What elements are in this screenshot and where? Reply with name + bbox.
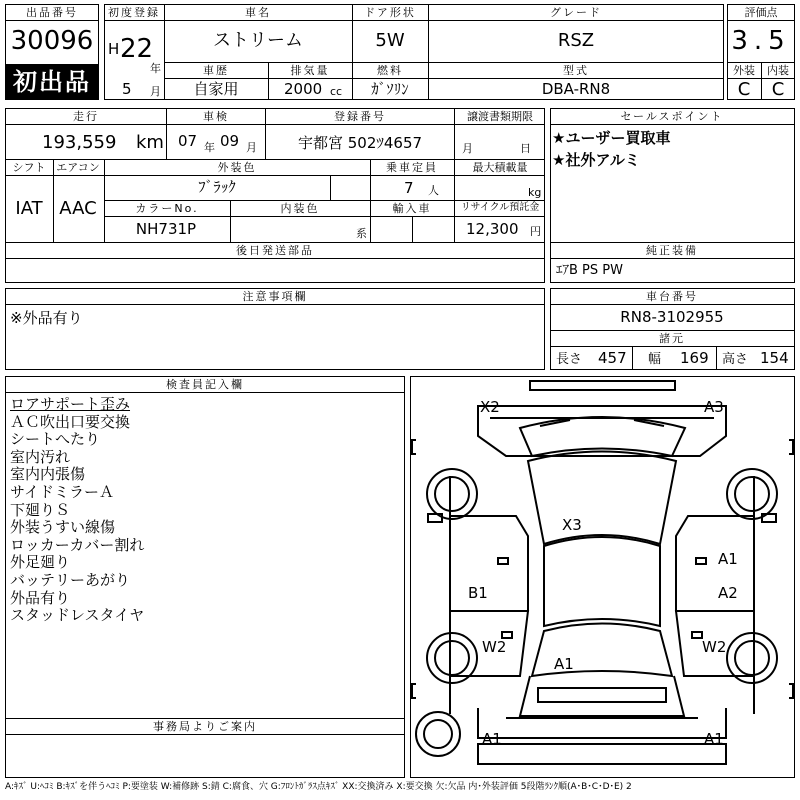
transfer-month: 月	[462, 142, 473, 155]
inspector-line: 外品有り	[10, 588, 71, 607]
air-conditioner: AAC	[59, 198, 97, 219]
color-no-label: カラーNo.	[135, 202, 199, 215]
caution-text: ※外品有り	[10, 309, 83, 327]
reg-number-label: 登録番号	[334, 110, 386, 123]
office-label: 事務局よりご案内	[153, 720, 257, 733]
int-grade: C	[771, 79, 785, 100]
mark-a1-right: A1	[718, 550, 738, 568]
equipment: ｴｱB PS PW	[556, 263, 623, 278]
sales-point-1: ★ユーザー買取車	[552, 129, 671, 147]
inspection-year-unit: 年	[204, 141, 215, 154]
year-unit: 年	[150, 62, 161, 75]
inspector-line: バッテリーあがり	[10, 570, 131, 589]
exterior-color: ﾌﾞﾗｯｸ	[198, 178, 236, 196]
mark-x2: X2	[480, 398, 500, 416]
mark-b1: B1	[468, 584, 488, 602]
width-label: 幅	[648, 352, 662, 367]
model-code: DBA-RN8	[541, 80, 611, 98]
mileage-label: 走行	[73, 110, 99, 123]
seats-label: 乗車定員	[386, 161, 438, 174]
inspector-line: ＡＣ吹出口要交換	[10, 412, 131, 431]
mark-w2-left: W2	[482, 638, 507, 656]
inspector-line: ロアサポート歪み	[10, 395, 131, 413]
inspector-line: 外足廻り	[10, 553, 71, 572]
import-label: 輸入車	[392, 202, 432, 215]
mileage: 193,559	[42, 132, 117, 153]
inspection-year: 07	[178, 132, 198, 150]
sales-label: セールスポイント	[620, 110, 724, 123]
inspector-notes	[10, 396, 144, 625]
int-label: 内装	[767, 64, 789, 77]
dims-label: 諸元	[659, 332, 685, 345]
inspector-label: 検査員記入欄	[166, 378, 244, 391]
mileage-unit: km	[136, 132, 164, 153]
era: H	[108, 40, 120, 58]
car-name-label: 車名	[245, 6, 271, 19]
recycle-unit: 円	[530, 225, 541, 238]
reg-year: 22	[120, 34, 154, 64]
grade-label: グレード	[550, 6, 602, 19]
caution-label: 注意事項欄	[242, 290, 308, 303]
length-label: 長さ	[556, 352, 583, 367]
ac-label: エアコン	[56, 161, 100, 174]
height-label: 高さ	[722, 352, 749, 367]
door-type: 5W	[375, 30, 405, 51]
lot-number: 30096	[10, 26, 94, 56]
first-listing-badge: 初出品	[5, 64, 99, 100]
displacement-unit: cc	[330, 85, 343, 98]
grade: RSZ	[557, 30, 595, 51]
chassis-label: 車台番号	[646, 290, 698, 303]
reg-number: 宇都宮 502ﾂ4657	[297, 134, 423, 152]
inspector-line: スタッドレスタイヤ	[10, 606, 145, 625]
mark-a1-center: A1	[554, 655, 574, 673]
inspector-line: シートへたり	[10, 430, 101, 449]
inspection-month-unit: 月	[246, 141, 257, 154]
mark-a1-bottom-right: A1	[704, 730, 724, 748]
mark-a2: A2	[718, 584, 738, 602]
inspector-line: 室内内張傷	[10, 465, 86, 484]
history-label: 車歴	[203, 64, 229, 77]
score: 3.5	[731, 26, 791, 56]
inspection-label: 車検	[203, 110, 229, 123]
inspector-line: サイドミラーＡ	[10, 482, 114, 501]
fuel: ｶﾞｿﾘﾝ	[371, 80, 409, 98]
inspector-line: ロッカーカバー割れ	[10, 535, 145, 554]
mark-a3: A3	[704, 398, 724, 416]
recycle-fee: 12,300	[466, 220, 519, 238]
model-label: 型式	[563, 64, 589, 77]
ext-label: 外装	[733, 64, 755, 77]
lot-label: 出品番号	[26, 6, 78, 19]
color-label: 外装色	[217, 161, 257, 174]
width: 169	[680, 349, 709, 367]
shift: IAT	[15, 198, 43, 219]
history: 自家用	[193, 80, 239, 98]
later-parts-label: 後日発送部品	[236, 244, 314, 257]
inspector-line: 室内汚れ	[10, 447, 71, 466]
chassis-number: RN8-3102955	[620, 308, 724, 326]
seats-unit: 人	[428, 184, 439, 197]
height: 154	[760, 349, 789, 367]
inspector-line: 外装うすい線傷	[10, 518, 116, 537]
load-label: 最大積載量	[472, 161, 528, 174]
sales-point-2: ★社外アルミ	[552, 151, 640, 169]
transfer-day: 日	[520, 142, 531, 155]
mark-w2-right: W2	[702, 638, 727, 656]
load-unit: kg	[528, 186, 542, 199]
first-reg-label: 初度登録	[108, 6, 160, 19]
int-color-label: 内装色	[280, 202, 320, 215]
car-name: ストリーム	[213, 30, 303, 51]
car-diagram	[410, 376, 795, 778]
length: 457	[598, 349, 627, 367]
mark-a1-bottom-left: A1	[482, 730, 502, 748]
displacement: 2000	[284, 80, 323, 98]
color-number: NH731P	[135, 220, 197, 238]
inspector-line: 下廻りＳ	[10, 500, 71, 519]
ext-grade: C	[737, 79, 751, 100]
score-label: 評価点	[744, 6, 778, 19]
legend-footer: A:ｷｽﾞ U:ﾍｺﾐ B:ｷｽﾞを伴うﾍｺﾐ P:要塗装 W:補修跡 S:錆 C:腐食、穴 G:ﾌﾛﾝﾄｶﾞﾗｽ点ｷｽﾞ XX:交換済み X:要交換 欠:欠品 内･外装評価 5段階ﾗﾝｸ順(A･B･C･D･E) 2	[5, 782, 632, 792]
int-color-unit: 系	[356, 227, 367, 240]
reg-month: 5	[122, 80, 132, 98]
month-unit: 月	[150, 85, 161, 98]
mark-x3: X3	[562, 516, 582, 534]
transfer-label: 譲渡書類期限	[467, 110, 533, 123]
inspection-month: 09	[220, 132, 240, 150]
displacement-label: 排気量	[290, 64, 330, 77]
fuel-label: 燃料	[377, 64, 403, 77]
seats: 7	[404, 179, 414, 197]
shift-label: シフト	[12, 161, 46, 174]
door-label: ドア形状	[364, 6, 416, 19]
equipment-label: 純正装備	[646, 244, 698, 257]
recycle-label: リサイクル預託金	[460, 202, 540, 213]
